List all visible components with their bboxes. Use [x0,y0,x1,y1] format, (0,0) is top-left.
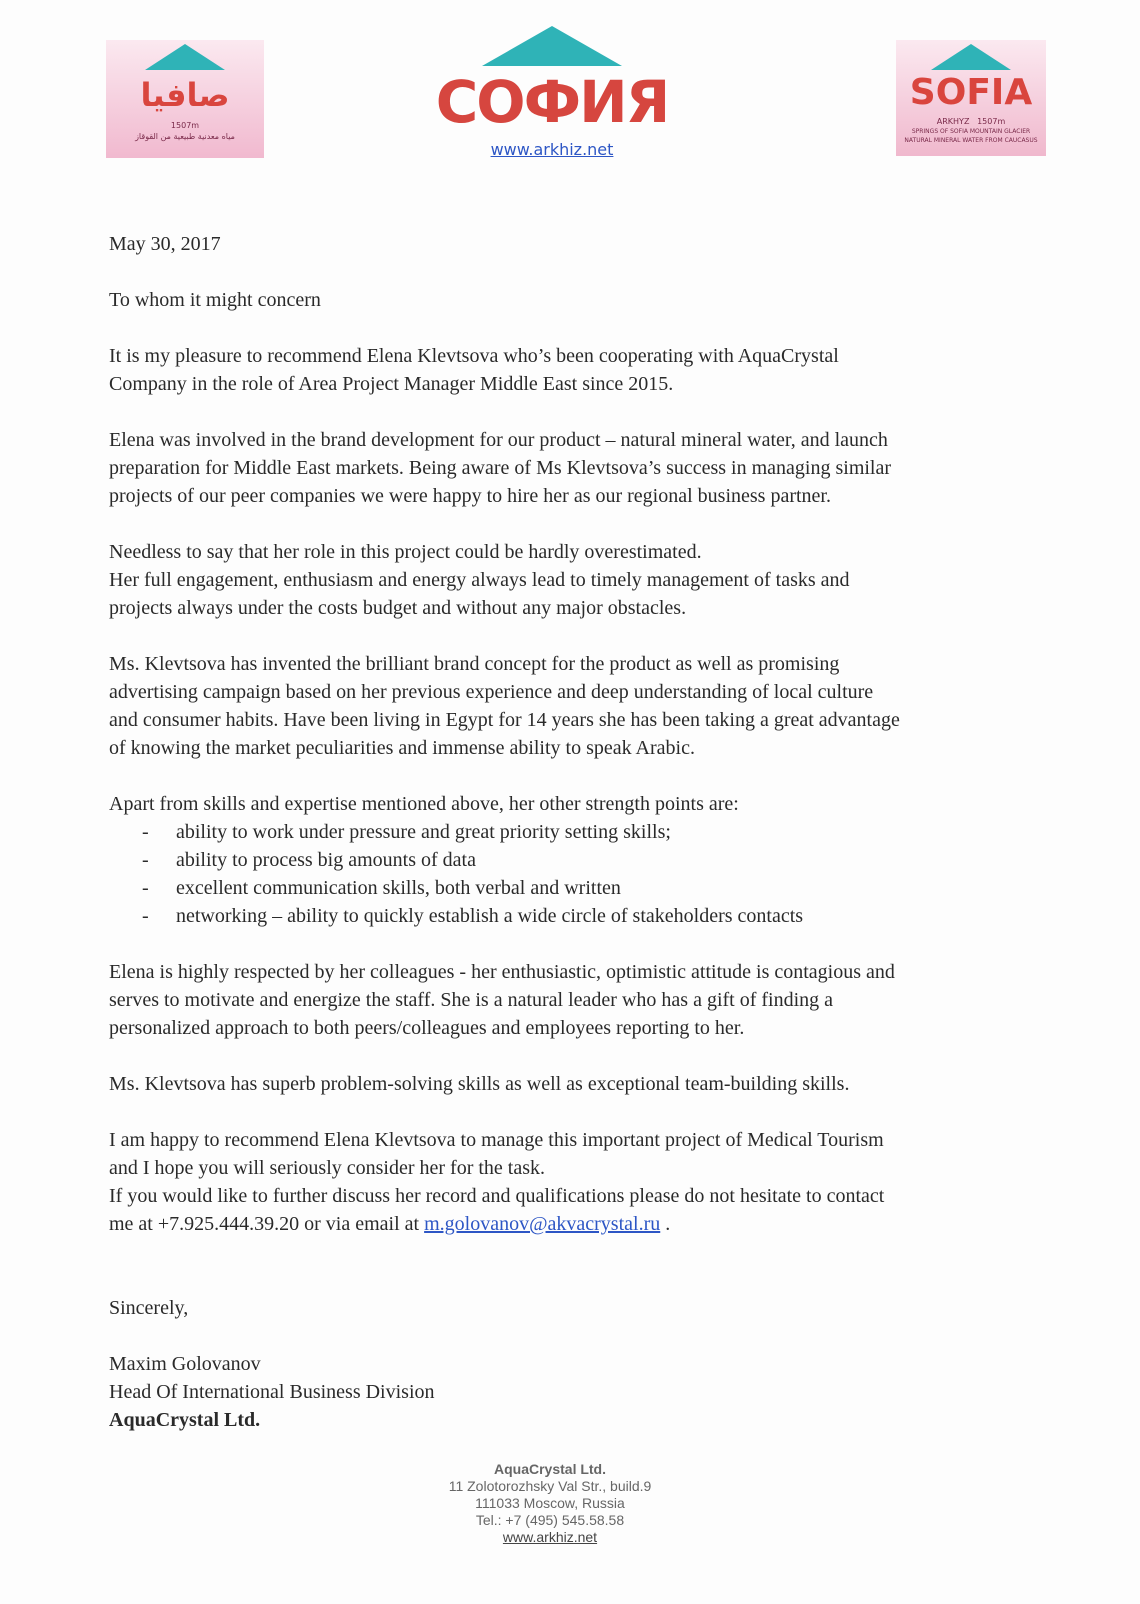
sofia-english-logo [896,40,1046,156]
logo-tagline: مياه معدنية طبيعية من القوقاز [135,132,235,141]
text-line: Needless to say that her role in this project could be hardly overestimated. [109,541,702,563]
contact-text: me at +7.925.444.39.20 or via email at [109,1213,425,1235]
bullet-text: excellent communication skills, both verbal and written [176,877,621,899]
footer [0,1461,1100,1546]
mountain-icon [145,44,225,70]
logo-tagline: NATURAL MINERAL WATER FROM CAUCASUS [904,137,1038,144]
text-line: I am happy to recommend Elena Klevtsova to manage this important project of Medical Tourism [109,1129,884,1151]
signer-title: Head Of International Business Division [109,1381,435,1403]
paragraph-brand-development [109,426,900,510]
bullet-marker: - [142,905,149,927]
safia-arabic-logo [106,40,264,158]
website-link[interactable]: www.arkhiz.net [490,140,614,159]
footer-company: AquaCrystal Ltd. [493,1461,606,1477]
mountain-icon [931,44,1011,70]
closing: Sincerely, [109,1297,189,1319]
logo-sub: ARKHYZ [936,117,970,126]
logo-brand-russian: СОФИЯ [435,68,669,136]
footer-website-link[interactable]: www.arkhiz.net [502,1529,598,1545]
paragraph-skills: Ms. Klevtsova has superb problem-solving skills as well as exceptional team-building skills. [109,1073,850,1095]
logo-tagline: SPRINGS OF SOFIA MOUNTAIN GLACIER [911,128,1031,135]
signer-name: Maxim Golovanov [109,1353,261,1375]
letter-body [109,230,900,1434]
contact-text: . [660,1213,671,1235]
footer-address: 111033 Moscow, Russia [475,1495,625,1511]
text-line: of knowing the market peculiarities and immense ability to speak Arabic. [109,737,695,759]
salutation: To whom it might concern [109,289,321,311]
text-line: Company in the role of Area Project Manager Middle East since 2015. [109,373,674,395]
signer-company: AquaCrystal Ltd. [109,1409,261,1431]
bullet-marker: - [142,877,149,899]
paragraph-role [109,538,900,622]
text-line: It is my pleasure to recommend Elena Klevtsova who’s been cooperating with AquaCrystal [109,345,839,367]
paragraph-brand-concept [109,650,900,762]
text-line: projects always under the costs budget and without any major obstacles. [109,597,687,619]
bullet-item [109,846,900,874]
text-line: preparation for Middle East markets. Being aware of Ms Klevtsova’s success in managing similar [109,457,892,479]
bullet-item [109,874,900,902]
text-line: Her full engagement, enthusiasm and energy always lead to timely management of tasks and [109,569,850,591]
mountain-icon [482,26,622,66]
paragraph-strengths [109,790,900,930]
logo-altitude: 1507m [170,121,200,130]
contact-line [109,1210,900,1238]
text-line: Elena was involved in the brand development for our product – natural mineral water, and launch [109,429,888,451]
email-link[interactable]: m.golovanov@akvacrystal.ru [424,1213,661,1235]
text-line: Elena is highly respected by her colleagues - her enthusiastic, optimistic attitude is contagious and [109,961,895,983]
paragraph-respect [109,958,900,1042]
letter-date: May 30, 2017 [109,233,221,255]
footer-address: 11 Zolotorozhsky Val Str., build.9 [448,1478,652,1494]
text-line: and I hope you will seriously consider her for the task. [109,1157,546,1179]
logo-brand-english: SOFIA [909,72,1033,113]
bullet-text: ability to process big amounts of data [176,849,476,871]
logo-brand-arabic: صافيا [140,76,230,114]
text-line: advertising campaign based on her previous experience and deep understanding of local culture [109,681,874,703]
bullet-item [109,902,900,930]
text-line: If you would like to further discuss her record and qualifications please do not hesitate to contact [109,1185,885,1207]
bullet-item [109,818,900,846]
bullet-marker: - [142,821,149,843]
bullet-text: ability to work under pressure and great priority setting skills; [176,821,671,843]
logo-altitude: 1507m [977,117,1006,126]
text-line: personalized approach to both peers/colleagues and employees reporting to her. [109,1017,745,1039]
text-line: and consumer habits. Have been living in Egypt for 14 years she has been taking a great advantage [109,709,900,731]
text-line: Apart from skills and expertise mentioned above, her other strength points are: [109,793,739,815]
paragraph-recommendation [109,1126,900,1238]
text-line: Ms. Klevtsova has invented the brilliant brand concept for the product as well as promising [109,653,840,675]
sofia-russian-logo [432,26,672,166]
text-line: serves to motivate and energize the staff. She is a natural leader who has a gift of finding a [109,989,834,1011]
bullet-marker: - [142,849,149,871]
bullet-text: networking – ability to quickly establish a wide circle of stakeholders contacts [176,905,804,927]
text-line: projects of our peer companies we were happy to hire her as our regional business partner. [109,485,831,507]
paragraph-intro [109,342,900,398]
footer-phone: Tel.: +7 (495) 545.58.58 [475,1512,625,1528]
